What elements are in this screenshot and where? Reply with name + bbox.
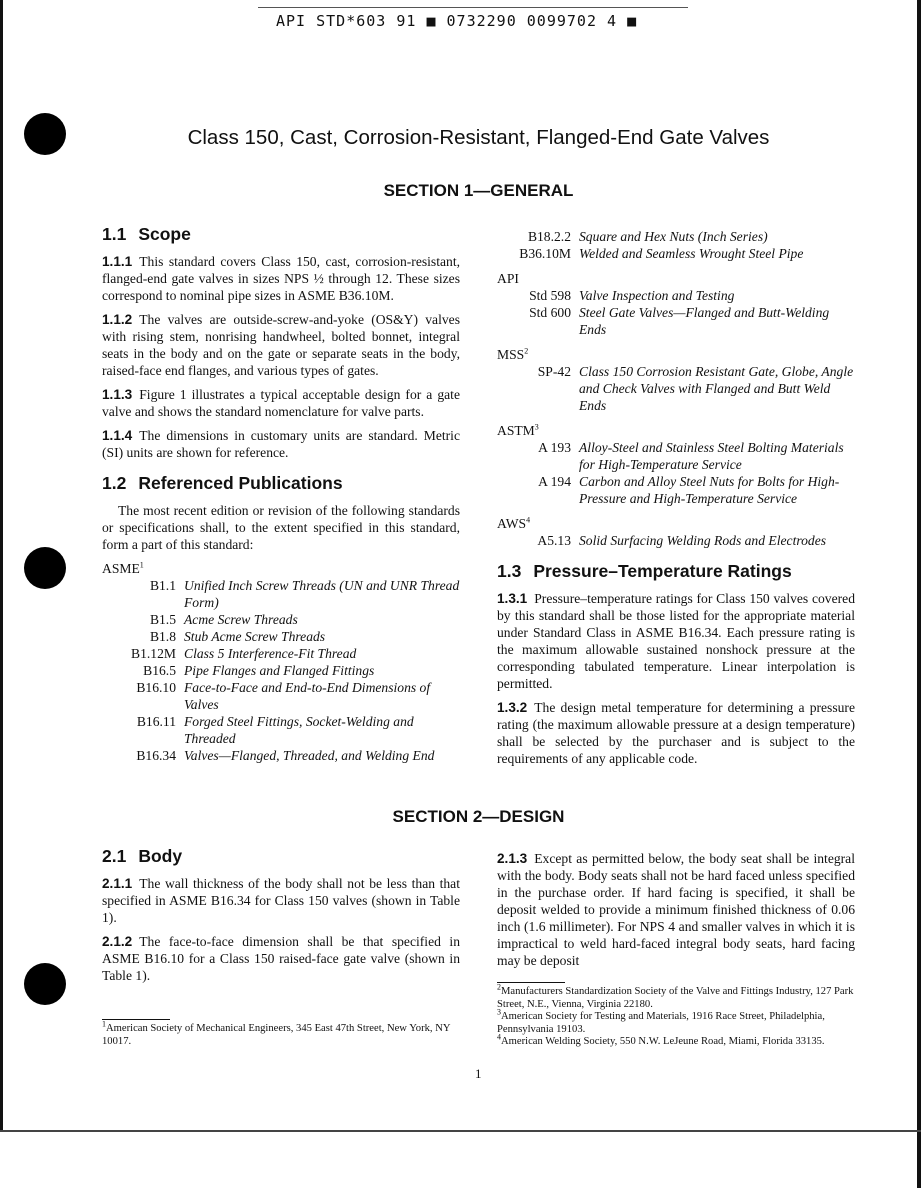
reference-code: B16.10 (136, 680, 176, 695)
reference-code: B1.5 (149, 612, 176, 627)
scan-edge-left (0, 0, 3, 1130)
scan-edge-right (917, 0, 921, 1188)
section-1-heading: SECTION 1—GENERAL (383, 181, 574, 200)
footnote (497, 1032, 855, 1049)
paragraph (102, 427, 460, 461)
reference-title: Square and Hex Nuts (Inch Series) (579, 229, 768, 244)
reference-code: B36.10M (519, 246, 571, 261)
footnote (497, 982, 855, 1011)
reference-group-mss (497, 346, 855, 414)
paragraph-text: The valves are outside-screw-and-yoke (OS&Y) valves with rising stem, nonrising handwheel, bolted bonnet, integral seats in the body and on the gate or separate seats in the body, raised-face end flanges, and various types of gates. (102, 312, 460, 378)
reference-entry (497, 439, 855, 473)
paragraph (102, 386, 460, 420)
paragraph-number: 2.1.1 (102, 876, 133, 891)
footnote-text: Manufacturers Standardization Society of the Valve and Fittings Industry, 127 Park Street, N.E., Vienna, Virginia 22180. (497, 986, 854, 1010)
reference-title: Steel Gate Valves—Flanged and Butt-Welding Ends (579, 305, 830, 337)
paragraph (497, 699, 855, 767)
reference-code: B16.5 (143, 663, 176, 678)
reference-title: Welded and Seamless Wrought Steel Pipe (579, 246, 804, 261)
section-1-left-column (102, 226, 460, 764)
section-2-left-column (102, 848, 460, 991)
paragraph-number: 1.1.4 (102, 428, 133, 443)
reference-entry (497, 287, 855, 304)
paragraph-number: 1.3.1 (497, 591, 528, 606)
organization-name: AWS (497, 516, 527, 531)
footnote-marker: 3 (497, 1007, 501, 1017)
reference-code: A 194 (538, 474, 571, 489)
reference-code: Std 598 (529, 288, 571, 303)
paragraph-number: 2.1.2 (102, 934, 133, 949)
asme-references-continued (497, 228, 855, 262)
paragraph-text: This standard covers Class 150, cast, corrosion-resistant, flanged-end gate valves in sizes NPS ½ through 12. These sizes correspond to nominal pipe sizes in ASME B36.10M. (102, 254, 460, 303)
reference-title: Valve Inspection and Testing (579, 288, 735, 303)
paragraph (102, 933, 460, 984)
paragraph (102, 875, 460, 926)
reference-title: Class 5 Interference-Fit Thread (184, 646, 357, 661)
scope-paragraphs (102, 253, 460, 461)
footnote-marker: 1 (139, 560, 144, 570)
asme-references (102, 560, 460, 764)
reference-entry (102, 713, 460, 747)
document-header: API STD*603 91 ■ 0732290 0099702 4 ■ (276, 12, 638, 30)
section-1-right-column (497, 228, 855, 774)
reference-title: Face-to-Face and End-to-End Dimensions of Valves (184, 680, 431, 712)
footnote-marker: 3 (534, 422, 539, 432)
paragraph-number: 1.1.2 (102, 312, 133, 327)
reference-entry (102, 628, 460, 645)
reference-entry (497, 363, 855, 414)
footnote-rule (497, 982, 565, 983)
reference-title: Unified Inch Screw Threads (UN and UNR Thread Form) (184, 578, 460, 610)
page-number: 1 (475, 1066, 482, 1081)
footnote-marker: 2 (524, 346, 529, 356)
reference-entry (497, 473, 855, 507)
reference-code: B1.8 (149, 629, 176, 644)
paragraph-text: The dimensions in customary units are standard. Metric (SI) units are shown for reference. (102, 428, 460, 460)
referenced-publications-heading: 1.2 Referenced Publications (102, 473, 343, 493)
punch-hole-bottom (24, 963, 66, 1005)
reference-entry (102, 679, 460, 713)
footnote-text: American Welding Society, 550 N.W. LeJeune Road, Miami, Florida 33135. (501, 1036, 825, 1047)
reference-code: B16.34 (136, 748, 176, 763)
reference-title: Acme Screw Threads (184, 612, 298, 627)
reference-title: Carbon and Alloy Steel Nuts for Bolts for High-Pressure and High-Temperature Service (579, 474, 840, 506)
reference-organization (497, 422, 855, 439)
footnote-marker: 4 (526, 515, 531, 525)
reference-group-api (497, 270, 855, 338)
paragraph-text: The wall thickness of the body shall not be less than that specified in ASME B16.34 for Class 150 valves (shown in Table 1). (102, 876, 460, 925)
scan-edge-bottom (0, 1130, 921, 1132)
reference-entry (102, 747, 460, 764)
reference-code: B18.2.2 (527, 229, 571, 244)
paragraph (102, 253, 460, 304)
reference-entry (497, 304, 855, 338)
footnote-text: American Society for Testing and Materials, 1916 Race Street, Philadelphia, Pennsylvania 19103. (497, 1011, 825, 1035)
footnote-rule (102, 1019, 170, 1020)
reference-title: Solid Surfacing Welding Rods and Electrodes (579, 533, 827, 548)
footnote-marker: 1 (102, 1019, 106, 1029)
footnotes-left (102, 1019, 460, 1048)
reference-organization (497, 270, 855, 287)
paragraph-text: The face-to-face dimension shall be that specified in ASME B16.10 for a Class 150 raised-face gate valve (shown in Table 1). (102, 934, 460, 983)
header-rule (258, 7, 688, 8)
body-paragraphs (102, 875, 460, 984)
reference-code: B1.12M (131, 646, 176, 661)
paragraph-text: Figure 1 illustrates a typical acceptable design for a gate valve and shows the standard nomenclature for valve parts. (102, 387, 460, 419)
reference-organization (497, 515, 855, 532)
ratings-heading: 1.3 Pressure–Temperature Ratings (497, 561, 792, 581)
paragraph-number: 2.1.3 (497, 851, 528, 866)
paragraph-number: 1.1.1 (102, 254, 133, 269)
punch-hole-middle (24, 547, 66, 589)
organization-name: MSS (497, 347, 525, 362)
organization-name: API (497, 271, 519, 286)
reference-title: Class 150 Corrosion Resistant Gate, Globe, Angle and Check Valves with Flanged and Butt Weld Ends (579, 364, 854, 413)
reference-group-aws (497, 515, 855, 549)
footnote-marker: 2 (497, 982, 501, 992)
footnote-marker: 4 (497, 1032, 501, 1042)
body-paragraphs-continued (497, 850, 855, 969)
paragraph (497, 850, 855, 969)
paragraph-number: 1.3.2 (497, 700, 528, 715)
footnote (102, 1019, 460, 1048)
paragraph (497, 590, 855, 692)
referenced-publications-intro: The most recent edition or revision of the following standards or specifications shall, to the extent specified in this standard, form a part of this standard: (102, 503, 460, 552)
reference-code: B1.1 (149, 578, 176, 593)
paragraph-number: 1.1.3 (102, 387, 133, 402)
paragraph-text: Except as permitted below, the body seat shall be integral with the body. Body seats shall not be hard faced unless specified in the purchase order. If hard facing is specified, it shall be deposit welded to provide a minimum finished thickness of 0.06 inch (1.6 millimeter). For NPS 4 and smaller valves in which it is impractical to weld hard-faced integral body seats, hard facing may be deposit (497, 851, 855, 968)
ratings-paragraphs (497, 590, 855, 767)
organization-name: ASME (102, 561, 140, 576)
footnote-text: American Society of Mechanical Engineers, 345 East 47th Street, New York, NY 10017. (102, 1023, 451, 1047)
reference-title: Stub Acme Screw Threads (184, 629, 326, 644)
reference-code: B16.11 (136, 714, 176, 729)
reference-title: Forged Steel Fittings, Socket-Welding and Threaded (184, 714, 414, 746)
footnote (497, 1007, 855, 1036)
reference-entry (102, 611, 460, 628)
reference-code: SP-42 (537, 364, 571, 379)
reference-title: Alloy-Steel and Stainless Steel Bolting Materials for High-Temperature Service (579, 440, 844, 472)
reference-entry (102, 645, 460, 662)
paragraph-text: Pressure–temperature ratings for Class 150 valves covered by this standard shall be those listed for the appropriate material under Standard Class in ASME B16.34. Each pressure rating is the maximum allowable sustained nonshock pressure at the corresponding tabulated temperature. Linear interpolation is permitted. (497, 591, 855, 691)
paragraph (102, 311, 460, 379)
reference-organization (497, 346, 855, 363)
reference-entry (497, 228, 855, 245)
reference-code: Std 600 (529, 305, 571, 320)
reference-title: Valves—Flanged, Threaded, and Welding End (184, 748, 435, 763)
page-title: Class 150, Cast, Corrosion-Resistant, Flanged-End Gate Valves (187, 126, 770, 149)
paragraph-text: The design metal temperature for determining a pressure rating (the maximum allowable pressure at a design temperature) shall be selected by the purchaser and is subject to the requirements of any applicable code. (497, 700, 855, 766)
reference-code: A5.13 (537, 533, 571, 548)
organization-name: ASTM (497, 423, 535, 438)
reference-code: A 193 (538, 440, 571, 455)
reference-entry (102, 577, 460, 611)
section-2-heading: SECTION 2—DESIGN (392, 807, 565, 826)
footnotes-right (497, 982, 855, 1049)
reference-group-astm (497, 422, 855, 507)
body-heading: 2.1 Body (102, 846, 183, 866)
section-2-right-column (497, 850, 855, 976)
reference-title: Pipe Flanges and Flanged Fittings (184, 663, 375, 678)
reference-entry (102, 662, 460, 679)
reference-organization (102, 560, 460, 577)
reference-entry (497, 245, 855, 262)
reference-entry (497, 532, 855, 549)
other-references (497, 270, 855, 549)
scope-heading: 1.1 Scope (102, 224, 191, 244)
